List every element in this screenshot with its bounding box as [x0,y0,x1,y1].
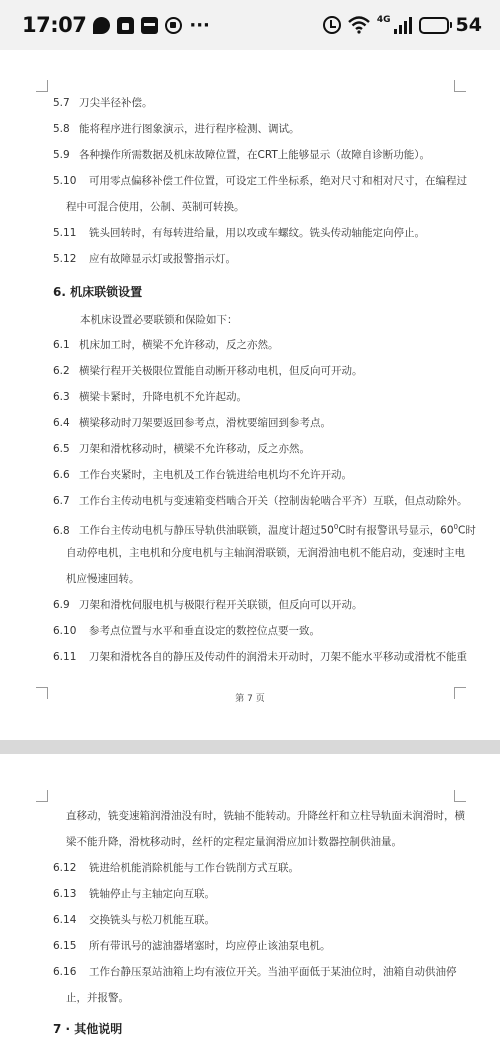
list-item: 6.16 工作台静压泵站油箱上均有液位开关。当油平面低于某油位时，油箱自动供油停 [53,966,457,978]
list-item: 6.12 铣进给机能消除机能与工作台铣削方式互联。 [53,862,299,874]
page-corner-mark [454,790,466,802]
page-corner-mark [36,790,48,802]
section-intro: 本机床设置必要联锁和保险如下： [80,314,238,326]
list-item: 5.12 应有故障显示灯或报警指示灯。 [53,253,236,265]
status-time: 17:07 [22,13,87,37]
list-item: 5.9 各种操作所需数据及机床故障位置，在CRT上能够显示（故障自诊断功能）。 [53,149,431,161]
list-item: 6.8 工作台主传动电机与静压导轨供油联锁，温度计超过$50^0C$时有报警讯号显示，$60^0C$时 [53,523,476,537]
app-notification-icon [117,17,134,34]
battery-icon [419,17,449,34]
status-bar [0,0,500,50]
list-item: 6.15 所有带讯号的滤油器堵塞时，均应停止该油泵电机。 [53,940,331,952]
battery-tip [450,22,452,28]
message-notification-icon [141,17,158,34]
document-page-1[interactable] [0,50,500,740]
list-item: 6.4 横梁移动时刀架要返回参考点，滑枕要缩回到参考点。 [53,417,331,429]
status-left [22,13,210,37]
list-item-continuation: 梁不能升降，滑枕移动时，丝杆的定程定量润滑应加计数器控制供油量。 [66,836,402,848]
list-item: 6.1 机床加工时，横梁不允许移动，反之亦然。 [53,339,279,351]
list-item-continuation: 直移动，铣变速箱润滑油没有时，铣轴不能转动。升降丝杆和立柱导轨面未润滑时，横 [66,810,465,822]
more-notifications-icon: ··· [189,14,210,36]
app-badge-icon [165,17,182,34]
signal-strength-icon [394,16,412,34]
list-item: 6.2 横梁行程开关极限位置能自动断开移动电机，但反向可开动。 [53,365,363,377]
list-item: 6.9 刀架和滑枕伺服电机与极限行程开关联锁，但反向可以开动。 [53,599,363,611]
list-item: 6.6 工作台夹紧时，主电机及工作台铣进给电机均不允许开动。 [53,469,352,481]
network-type-label: 4G [376,15,391,25]
list-item: 5.10 可用零点偏移补偿工件位置，可设定工件坐标系，绝对尺寸和相对尺寸，在编程过 [53,175,467,187]
section-heading: 6. 机床联锁设置 [53,285,143,299]
list-item: 5.11 铣头回转时，有每转进给量，用以攻或车螺纹。铣头传动轴能定向停止。 [53,227,425,239]
list-item-continuation: 机应慢速回转。 [66,573,140,585]
battery-indicator [419,14,482,36]
page-footer: 第 7 页 [235,694,265,704]
list-item: 6.13 铣轴停止与主轴定向互联。 [53,888,215,900]
page-corner-mark [454,80,466,92]
wifi-icon [348,16,370,34]
battery-percent: 54 [455,14,482,36]
chat-notification-icon [93,17,110,34]
alarm-icon [323,16,341,34]
list-item-continuation: 自动停电机，主电机和分度电机与主轴润滑联锁，无润滑油电机不能启动，变速时主电 [66,547,465,559]
page-corner-mark [36,80,48,92]
list-item-continuation: 止，并报警。 [66,992,129,1004]
page-separator [0,740,500,754]
list-item: 6.10 参考点位置与水平和垂直设定的数控位点要一致。 [53,625,320,637]
list-item: 6.11 刀架和滑枕各自的静压及传动件的润滑未开动时，刀架不能水平移动或滑枕不能重 [53,651,467,663]
list-item: 6.5 刀架和滑枕移动时，横梁不允许移动，反之亦然。 [53,443,310,455]
list-item: 5.7 刀尖半径补偿。 [53,97,153,109]
list-item-continuation: 程中可混合使用，公制、英制可转换。 [66,201,245,213]
section-heading: 7 · 其他说明 [53,1022,123,1036]
list-item: 6.3 横梁卡紧时，升降电机不允许起动。 [53,391,247,403]
list-item: 6.14 交换铣头与松刀机能互联。 [53,914,215,926]
list-item: 5.8 能将程序进行图象演示，进行程序检测、调试。 [53,123,300,135]
document-page-2[interactable] [0,754,500,1036]
list-item: 6.7 工作台主传动电机与变速箱变档啮合开关（控制齿轮啮合平齐）互联，但点动除外。 [53,495,468,507]
status-right [323,14,482,36]
